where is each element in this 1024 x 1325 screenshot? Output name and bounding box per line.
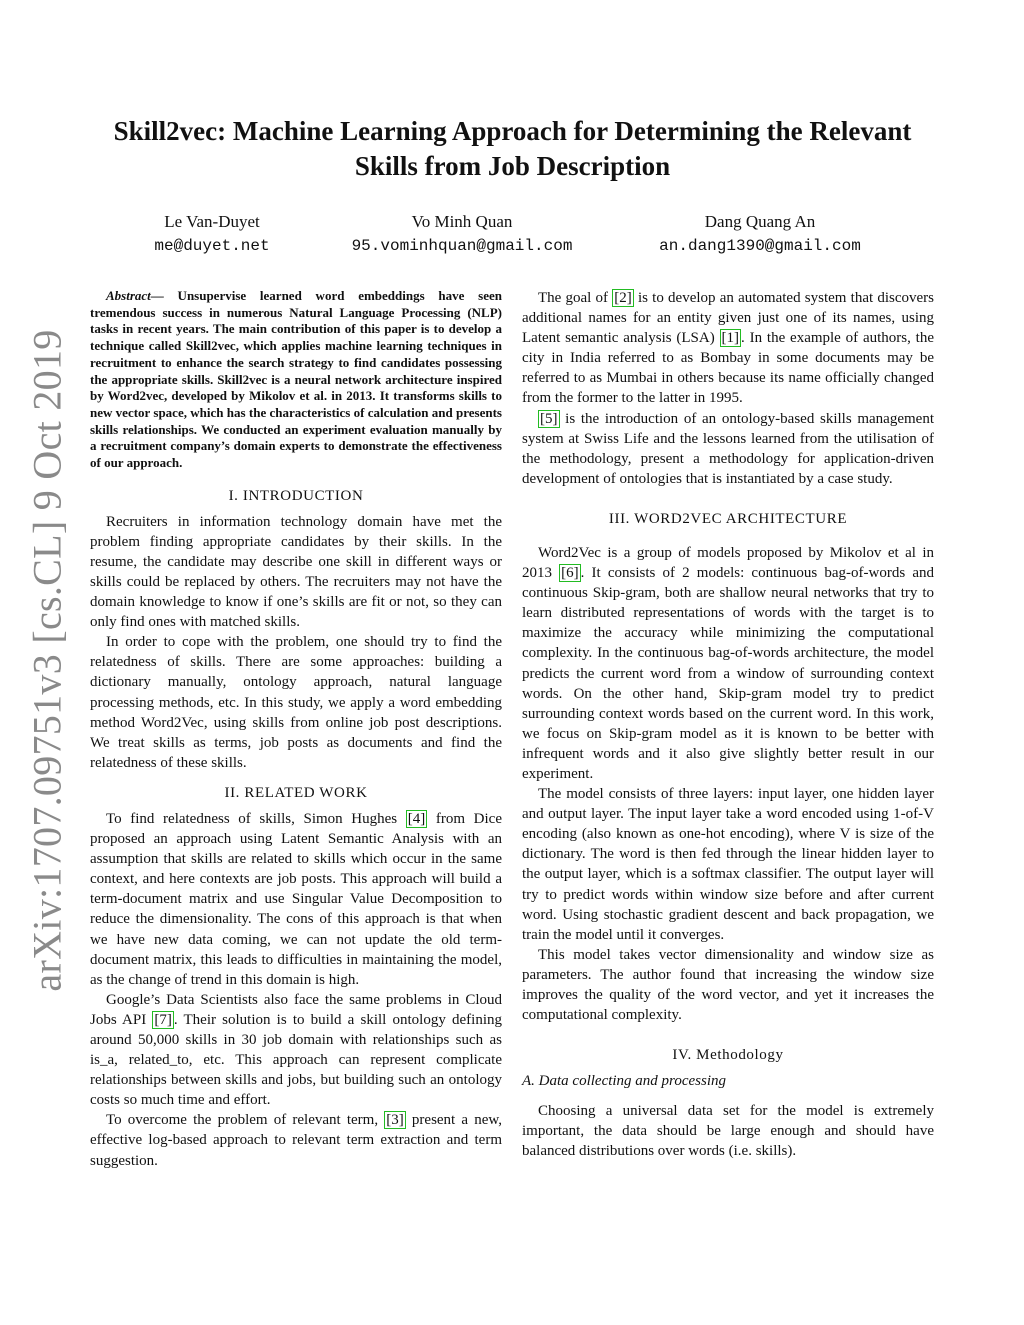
author-2 xyxy=(312,210,612,258)
section-heading-word2vec: III. WORD2VEC ARCHITECTURE xyxy=(608,510,848,527)
abstract-text: — Unsupervise learned word embeddings have seen tremendous success in numerous Natural Language Processing (NLP) tasks in recent years. The main contribution of this paper is to develop a technique called Skill2vec, which applies machine learning techniques in recruitment to enhance the search strategy to find candidates possessing the appropriate skills. Skill2vec is a neural network architecture inspired by Word2vec, developed by Mikolov et al. in 2013. It transforms skills to new vector space, which has the characteristics of calculation and presents skills relationships. We conducted an experiment evaluation manually by a recruitment company’s domain experts to demonstrate the effectiveness of our approach. xyxy=(90,288,502,471)
citation-link[interactable]: [5] xyxy=(540,410,558,427)
paragraph: Word2Vec is a group of models proposed by Mikolov et al in 2013 [6] . It consists of 2 models: continuous bag-of-words and continuous Skip-gram, both are shallow neural networks that try to learn distributed representations of words with the target is to maximize the accuracy while minimizing the computational complexity. In the continuous bag-of-words architecture, the model predicts the current word from a window of surrounding context words. On the other hand, Skip-gram model try to predict surrounding context words based on the current word. In this work, we focus on Skip-gram model as it is known to be better with infrequent words and it also give slightly better result in our experiment. xyxy=(522,544,935,782)
citation-link[interactable]: [4] xyxy=(407,810,426,827)
citation-link[interactable]: [3] xyxy=(386,1112,404,1129)
author-name: Le Van-Duyet xyxy=(164,212,260,231)
author-name: Dang Quang An xyxy=(704,212,816,231)
section-heading-introduction: I. INTRODUCTION xyxy=(228,487,364,504)
paragraph: This model takes vector dimensionality and window size as parameters. The author found that increasing the window size improves the quality of the word vector, and yet it increases the computational complexity. xyxy=(522,946,934,1024)
author-email[interactable]: an.dang1390@gmail.com xyxy=(659,237,861,255)
abstract-label: Abstract xyxy=(106,288,151,303)
section-heading-related-work: II. RELATED WORK xyxy=(224,784,368,801)
paper-title: Skill2vec: Machine Learning Approach for Determining the Relevant Skills from Job Description xyxy=(113,116,912,181)
paragraph: Choosing a universal data set for the model is extremely important, the data should be large enough and should have balanced distributions over words (i.e. skills). xyxy=(522,1103,934,1160)
citation-link[interactable]: [7] xyxy=(154,1011,172,1028)
subsection-heading: A. Data collecting and processing xyxy=(522,1073,726,1090)
arxiv-identifier xyxy=(18,328,76,992)
paragraph: In order to cope with the problem, one should try to find the relatedness of skills. There are some approaches: building a dictionary manually, ontology approach, natural language processing methods, etc. In this study, we apply a word embedding method Word2Vec, using skills from online job post descriptions. We treat skills as terms, job posts as documents and find the relatedness of these skills. xyxy=(90,634,502,771)
author-email[interactable]: me@duyet.net xyxy=(154,237,270,255)
paragraph: Google’s Data Scientists also face the same problems in Cloud Jobs API [7] . Their solution is to build a skill ontology defining around 50,000 skills in 30 job domain with relationships such as is_a, related_to, etc. This approach can represent complicate relationships between skills and jobs, but building such an ontology costs so much time and effort. xyxy=(90,991,502,1109)
citation-link[interactable]: [1] xyxy=(721,330,740,347)
arxiv-identifier-text: arXiv:1707.09751v3 [cs.CL] 9 Oct 2019 xyxy=(24,328,70,992)
abstract xyxy=(90,288,502,472)
paragraph: The goal of [2] is to develop an automated system that discovers additional names for an entity given just one of its names, using Latent semantic analysis (LSA) [1] . In the example of authors, the city in India referred to as Bombay in some documents may be referred to as Mumbai in others because its name officially changed from the former to the latter in 1995. xyxy=(522,290,935,407)
section-heading-methodology: IV. Methodology xyxy=(672,1047,784,1064)
paragraph: Recruiters in information technology domain have met the problem finding appropriate candidates by their skills. In the resume, the candidate may describe one skill in different ways or skills could be replaced by others. The recruiters may not have the domain knowledge to know if one’s skills are fit or not, so they can only find ones with matched skills. xyxy=(90,513,502,631)
citation-link[interactable]: [6] xyxy=(561,565,579,582)
paragraph: To find relatedness of skills, Simon Hughes [4] from Dice proposed an approach using Latent Semantic Analysis with an assumption that skills are related to skills which occur in the same context, and here contexts are job posts. This approach will build a term-document matrix and use Singular Value Decomposition to reduce the dimensionality. The cons of this approach is that when we have new data coming, we can not update the old term-document matrix, this leads to difficulties in maintaining the model, as the change of trend in this domain is high. xyxy=(90,810,502,988)
paragraph: [5] is the introduction of an ontology-based skills management system at Swiss Life and the lessons learned from the utilisation of the methodology, present a methodology for application-driven development of ontologies that is instantiated by a case study. xyxy=(522,410,934,487)
paragraph: To overcome the problem of relevant term, [3] present a new, effective log-based approach to relevant term extraction and term suggestion. xyxy=(90,1112,502,1169)
right-column xyxy=(522,288,934,1161)
author-name: Vo Minh Quan xyxy=(411,212,513,231)
paragraph: The model consists of three layers: input layer, one hidden layer and output layer. The input layer take a word encoded using 1-of-V encoding (also known as one-hot encoding), where V is size of the dictionary. The word is then fed through the linear hidden layer to the output layer, which is a softmax classifier. The output layer will try to predict words within window size before and after current word. Using stochastic gradient descent and back propagation, we train the model until it converges. xyxy=(522,786,934,943)
author-3 xyxy=(610,210,910,258)
left-column xyxy=(90,288,502,1171)
author-email[interactable]: 95.vominhquan@gmail.com xyxy=(351,237,573,255)
citation-link[interactable]: [2] xyxy=(614,290,632,306)
